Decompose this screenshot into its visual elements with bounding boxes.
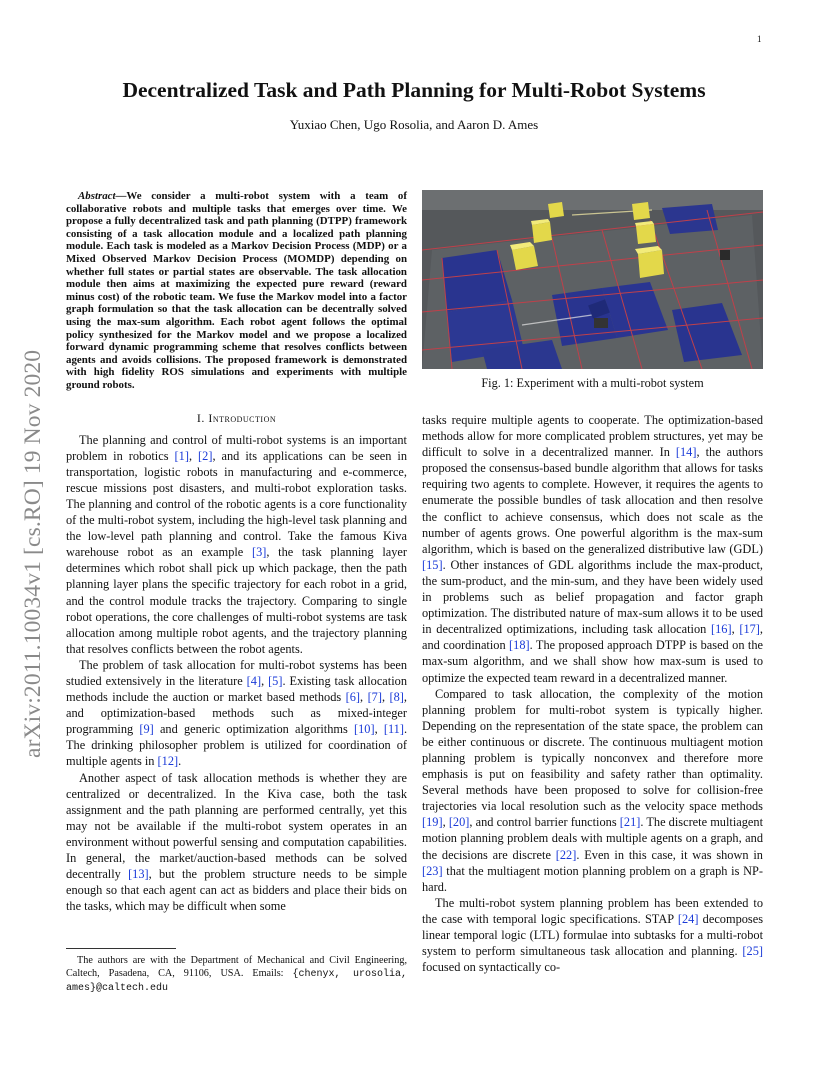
citation-link[interactable]: [19] (422, 815, 443, 830)
paragraph (66, 770, 407, 915)
citation-link[interactable]: [14] (675, 445, 697, 460)
introduction-body-continued (422, 412, 763, 975)
paragraph (422, 686, 763, 895)
paragraph (66, 432, 407, 657)
figure-1 (422, 190, 763, 391)
citation-link[interactable]: [18] (509, 638, 530, 653)
paragraph-text: . The discrete multiagent motion planning problem deals with multiple agents on a graph, and the decisions are discrete (422, 815, 763, 862)
figure-caption: Fig. 1: Experiment with a multi-robot system (481, 376, 704, 390)
paragraph-text: , (442, 815, 449, 830)
paragraph (422, 412, 763, 686)
citation-link[interactable]: [16] (710, 622, 732, 637)
paragraph-text: , (188, 448, 199, 463)
paragraph-text: , the task planning layer determines which robot shall pick up which package, then the path planning layer plans the specific trajectory for each robot in a grid, and the control module tracks the trajectory. Comparing to single robot operations, the core challenges of multi-robot systems are task allocation among multiple robot agents, and the trajectory planning that resolves conflicts between the robot agents. (66, 545, 407, 656)
citation-link[interactable]: [9] (139, 722, 154, 737)
footnote-emails: {chenyx, urosolia, ames}@caltech.edu (66, 969, 407, 994)
paragraph-text: tasks require multiple agents to cooperate. The optimization-based methods allow for more complicated problem structures, yet may be difficult to solve in a decentralized manner. In (422, 413, 763, 460)
paragraph-text: , (374, 722, 384, 737)
yellow-box (548, 202, 564, 218)
paragraph-text: . (178, 754, 182, 769)
arxiv-stamp-text: arXiv:2011.10034v1 [cs.RO] 19 Nov 2020 (20, 349, 46, 758)
citation-link[interactable]: [23] (422, 863, 443, 878)
citation-link[interactable]: [3] (251, 545, 267, 560)
citation-link[interactable]: [5] (268, 674, 283, 688)
footnote-divider (66, 948, 176, 949)
citation-link[interactable]: [8] (389, 690, 404, 705)
abstract (66, 190, 407, 392)
citation-link[interactable]: [10] (353, 722, 375, 737)
yellow-box (632, 202, 650, 220)
paragraph-text: , (261, 674, 269, 688)
paragraph-text: The planning and control of multi-robot systems is an important problem in robotics (66, 432, 407, 463)
yellow-box (635, 221, 656, 244)
paragraph-text: . Existing task allocation methods include the auction or market based methods (66, 674, 407, 705)
paragraph-text: , (381, 690, 390, 705)
citation-link[interactable]: [15] (422, 557, 443, 572)
citation-link[interactable]: [7] (367, 690, 382, 705)
paragraph-text: , and its applications can be seen in transportation, logistic robots in manufacturing and e-commerce, rescue missions post disasters, and multi-robot exploration tasks. The planning and control of the robotic agents is a core functionality of the multi-robot system, including the high-level task planning and the low-level path planning and control. Take the famous Kiva warehouse robot as an example (66, 448, 408, 560)
citation-link[interactable]: [24] (677, 911, 699, 926)
paragraph-text: and generic optimization algorithms (153, 722, 354, 737)
citation-link[interactable]: [2] (198, 448, 213, 463)
paragraph-text: , the authors proposed the consensus-based bundle algorithm that allows for tasks requiring two agents to complete. However, it requires the agents to enumerate the possible bundles of task allocation and then resolve the conflict to achieve consensus, which does not scale as the number of agents grows. One powerful algorithm is the max-sum algorithm, which is based on the generalized distributive law (GDL) (422, 445, 764, 556)
paragraph-text: that the multiagent motion planning problem on a graph is NP-hard. (422, 863, 763, 894)
paragraph-text: , (360, 690, 368, 705)
footnote-text: The authors are with the Department of Mechanical and Civil Engineering, Caltech, Pasadena, CA, 91106, USA. Emails: (66, 955, 407, 979)
left-column (66, 190, 407, 995)
paragraph-text: , but the problem structure needs to be simple enough so that each agent can act as bidders and place their bids on the tasks, which may be difficult when some (66, 867, 407, 914)
citation-link[interactable]: [6] (345, 690, 361, 705)
yellow-box (531, 219, 552, 243)
author-list: Yuxiao Chen, Ugo Rosolia, and Aaron D. Ames (289, 117, 539, 132)
right-column (422, 412, 763, 975)
paragraph-text: Another aspect of task allocation methods is whether they are centralized or decentralized. In the Kiva case, both the task assignment and the path planning are performed centrally, yet this may not be available if the multi-robot system operates in an environment without powerful sensing and computation capabilities. In general, the market/auction-based methods can be solved decentrally (66, 770, 407, 882)
introduction-body (66, 432, 407, 915)
paragraph-text: decomposes linear temporal logic (LTL) formulae into subtasks for a multi-robot system to perform simultaneous task allocation and planning. (422, 911, 763, 959)
experiment-photo (422, 190, 763, 369)
paragraph (422, 895, 763, 975)
paragraph-text: , and optimization-based methods such as mixed-integer programming (66, 690, 407, 737)
abstract-lead: Abstract (78, 190, 116, 202)
paragraph-text: . Other instances of GDL algorithms include the max-product, the sum-product, and the min-sum, and they have been widely used in problems such as belief propagation and factor graph optimization. The distributed nature of max-sum allows it to be used in decentralized optimizations, including task allocation (422, 557, 763, 637)
paragraph-text: , (731, 622, 740, 637)
citation-link[interactable]: [22] (555, 847, 577, 862)
abstract-text: —We consider a multi-robot system with a team of collaborative robots and multiple tasks that emerges over time. We propose a fully decentralized task and path planning (DTPP) framework consisting of a task allocation module and a localized path planning module. Each task is modeled as a Markov Decision Process (MDP) or a Mixed Observed Markov Decision Process (MOMDP) depending on whether full states or partial states are observable. The task allocation module then aims at maximizing the expected pure reward (reward minus cost) of the robotic team. We fuse the Markov model into a factor graph formulation so that the task allocation can be decentrally solved using the max-sum algorithm. Each robot agent follows the optimal policy synthesized for the Markov model and we propose a localized forward dynamic programming scheme that resolves conflicts between agents and avoids collisions. The proposed framework is demonstrated with high fidelity ROS simulations and experiments with multiple ground robots. (66, 190, 407, 391)
citation-link[interactable]: [1] (174, 448, 189, 463)
citation-link[interactable]: [21] (619, 815, 641, 830)
paragraph-text: . The drinking philosopher problem is utilized for coordination of multiple agents in (66, 722, 408, 769)
paper-title: Decentralized Task and Path Planning for Multi-Robot Systems (122, 78, 706, 102)
author-footnote (66, 955, 407, 995)
citation-link[interactable]: [11] (383, 722, 404, 737)
arxiv-stamp (20, 278, 47, 758)
section-heading: I. Introduction (196, 410, 277, 425)
citation-link[interactable]: [12] (157, 754, 179, 769)
citation-link[interactable]: [17] (739, 622, 760, 637)
paragraph-text: The problem of task allocation for multi-robot systems has been studied extensively in the literature (66, 657, 407, 688)
paragraph (66, 657, 407, 770)
page-number: 1 (757, 34, 762, 44)
paragraph-text: . The proposed approach DTPP is based on the max-sum algorithm, and we shall show how max-sum is used to optimize the expected team reward in a decentralized manner. (422, 638, 763, 685)
citation-link[interactable]: [13] (128, 867, 149, 882)
paragraph-text: , and control barrier functions (469, 815, 620, 830)
citation-link[interactable]: [4] (246, 674, 262, 688)
paragraph-text: , and coordination (422, 622, 764, 653)
citation-link[interactable]: [20] (448, 815, 470, 830)
paragraph-text: . Even in this case, it was shown in (576, 847, 763, 862)
paragraph-text: Compared to task allocation, the complexity of the motion planning problem for multi-robot system is typically higher. Depending on the representation of the state space, the problem can be either continuous or discrete. The continuous multiagent motion planning problem is typically nonconvex and therefore more emphasis is put on feasibility and safety rather than optimality. Several methods have been proposed to solve for collision-free trajectories via local resolution such as the velocity space methods (422, 686, 763, 814)
paragraph-text: focused on syntactically co- (422, 960, 561, 975)
paragraph-text: The multi-robot system planning problem has been extended to the case with temporal logic specifications. STAP (422, 895, 763, 926)
robot (720, 250, 730, 260)
citation-link[interactable]: [25] (742, 944, 763, 959)
